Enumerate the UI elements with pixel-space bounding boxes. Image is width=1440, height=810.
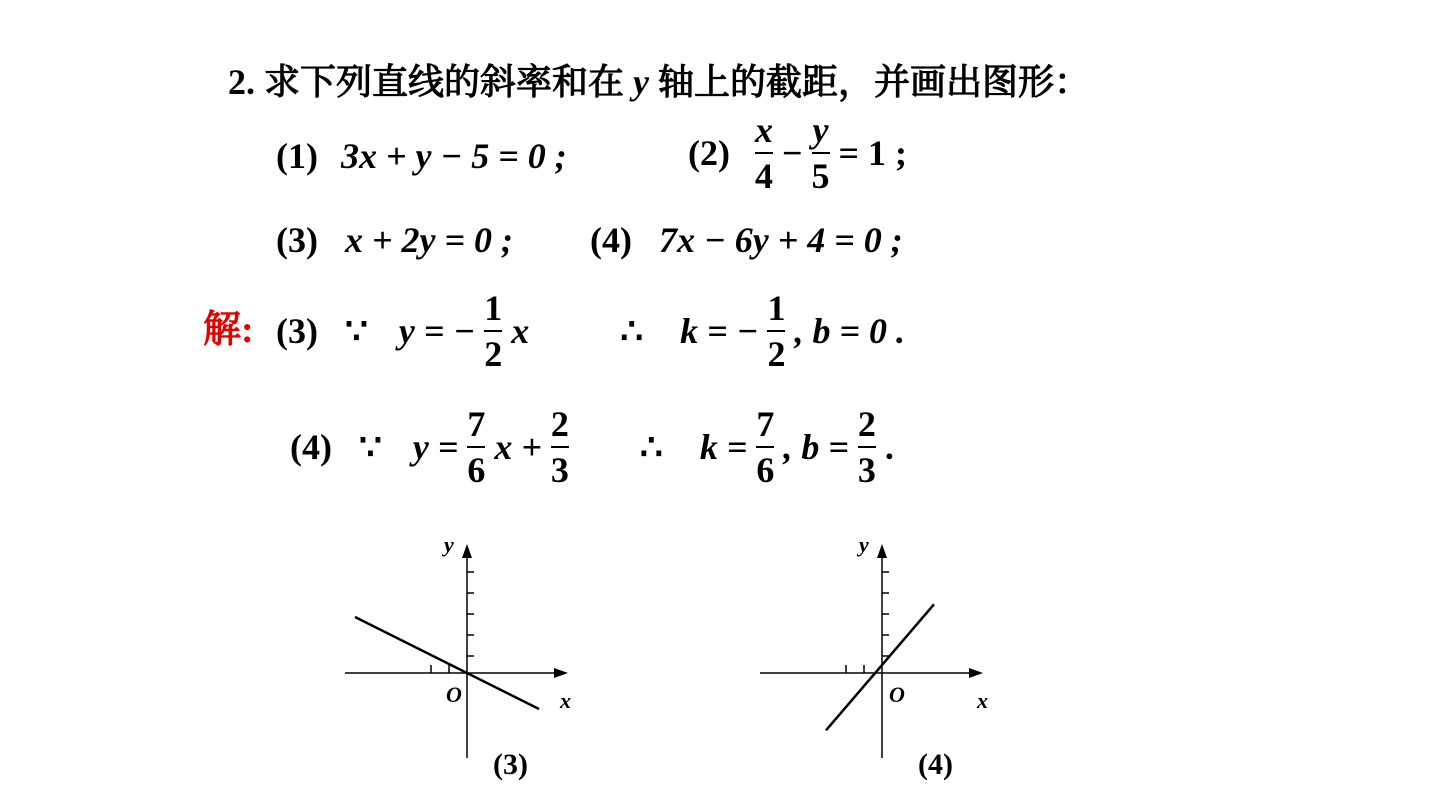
- item-4: [590, 222, 903, 258]
- solution-heading: 解:: [203, 309, 254, 351]
- y-axis-arrow: [462, 544, 472, 558]
- origin-label: O: [446, 682, 462, 707]
- x-axis-arrow: [554, 668, 568, 678]
- problem-number: 2.: [228, 62, 255, 102]
- solution-4-num2: 2: [550, 404, 569, 444]
- item-3-equation: x + 2y = 0 ;: [344, 220, 513, 260]
- item-2-frac2-den: 5: [811, 156, 830, 196]
- solution-4-k-lhs: k =: [699, 427, 748, 467]
- fraction-bar: [858, 446, 876, 448]
- because-symbol: ∵: [358, 427, 382, 467]
- solution-4-mid: x +: [494, 427, 542, 467]
- solution-4-b-den: 3: [857, 450, 876, 490]
- solution-3-label: (3): [276, 311, 318, 351]
- solution-4-b-lhs: , b =: [783, 427, 849, 467]
- solution-4-label: (4): [290, 427, 332, 467]
- x-axis-label: x: [977, 688, 988, 713]
- graph-3-caption: (3): [493, 748, 528, 781]
- y-axis-ticks: [467, 572, 474, 656]
- solution-3: [276, 290, 905, 372]
- solution-3-k-frac: [767, 290, 785, 372]
- because-symbol: ∵: [344, 311, 368, 351]
- item-1-label: (1): [276, 136, 318, 176]
- x-axis-label: x: [560, 688, 571, 713]
- solution-4-den1: 6: [467, 450, 486, 490]
- problem-heading: [228, 54, 1090, 105]
- solution-4-b-frac: [858, 406, 876, 488]
- problem-text-before: 求下列直线的斜率和在: [264, 62, 625, 102]
- item-2-frac2-num: y: [812, 110, 829, 150]
- item-1: [276, 138, 567, 174]
- item-3-label: (3): [276, 220, 318, 260]
- solution-3-den: 2: [484, 334, 503, 374]
- solution-4-k-frac: [756, 406, 774, 488]
- y-axis-ticks: [882, 572, 889, 656]
- graph-4-caption: (4): [918, 748, 953, 781]
- graph-4: [755, 530, 1005, 780]
- item-2-frac2: [812, 112, 830, 194]
- problem-text-var: y: [633, 62, 649, 102]
- problem-text-after: 轴上的截距，并画出图形：: [658, 62, 1091, 102]
- solution-3-b-part: , b = 0 .: [794, 311, 905, 351]
- therefore-symbol: ∴: [620, 311, 644, 351]
- solution-3-var: x: [511, 311, 530, 351]
- y-axis-label: y: [859, 532, 869, 557]
- solution-3-lhs: y = −: [398, 311, 476, 351]
- item-2-frac1: [755, 112, 773, 194]
- solution-4-frac1: [467, 406, 485, 488]
- x-axis-arrow: [969, 668, 983, 678]
- solution-3-k-num: 1: [767, 288, 786, 328]
- fraction-bar: [756, 446, 774, 448]
- solution-3-k-lhs: k = −: [680, 311, 759, 351]
- y-axis-label: y: [444, 532, 454, 557]
- therefore-symbol: ∴: [639, 427, 663, 467]
- item-2-rhs: = 1 ;: [838, 133, 908, 173]
- solution-4-k-den: 6: [756, 450, 775, 490]
- solution-4-den2: 3: [550, 450, 569, 490]
- solution-3-frac: [484, 290, 502, 372]
- solution-4-frac2: [551, 406, 569, 488]
- fraction-bar: [812, 152, 830, 154]
- solution-4-end: .: [884, 427, 894, 467]
- y-axis-arrow: [877, 544, 887, 558]
- solution-4-num1: 7: [467, 404, 486, 444]
- item-2: [688, 112, 907, 194]
- item-4-label: (4): [590, 220, 632, 260]
- solution-4: [290, 406, 894, 488]
- x-axis-ticks: [431, 665, 449, 673]
- solution-4-b-num: 2: [857, 404, 876, 444]
- fraction-bar: [755, 152, 773, 154]
- item-2-label: (2): [688, 133, 730, 173]
- solution-3-num: 1: [484, 288, 503, 328]
- solution-3-k-den: 2: [767, 334, 786, 374]
- solution-4-lhs: y =: [412, 427, 459, 467]
- fraction-bar: [467, 446, 485, 448]
- solution-4-k-num: 7: [756, 404, 775, 444]
- item-2-frac1-den: 4: [754, 156, 773, 196]
- item-3: [276, 222, 513, 258]
- graph-4-line: [826, 604, 934, 730]
- fraction-bar: [551, 446, 569, 448]
- item-4-equation: 7x − 6y + 4 = 0 ;: [658, 220, 903, 260]
- x-axis-ticks: [846, 665, 864, 673]
- origin-label: O: [889, 682, 905, 707]
- item-2-op: −: [781, 133, 803, 173]
- item-2-frac1-num: x: [754, 110, 773, 150]
- fraction-bar: [484, 330, 502, 332]
- item-1-equation: 3x + y − 5 = 0 ;: [340, 136, 567, 176]
- fraction-bar: [767, 330, 785, 332]
- graph-3: [340, 530, 590, 780]
